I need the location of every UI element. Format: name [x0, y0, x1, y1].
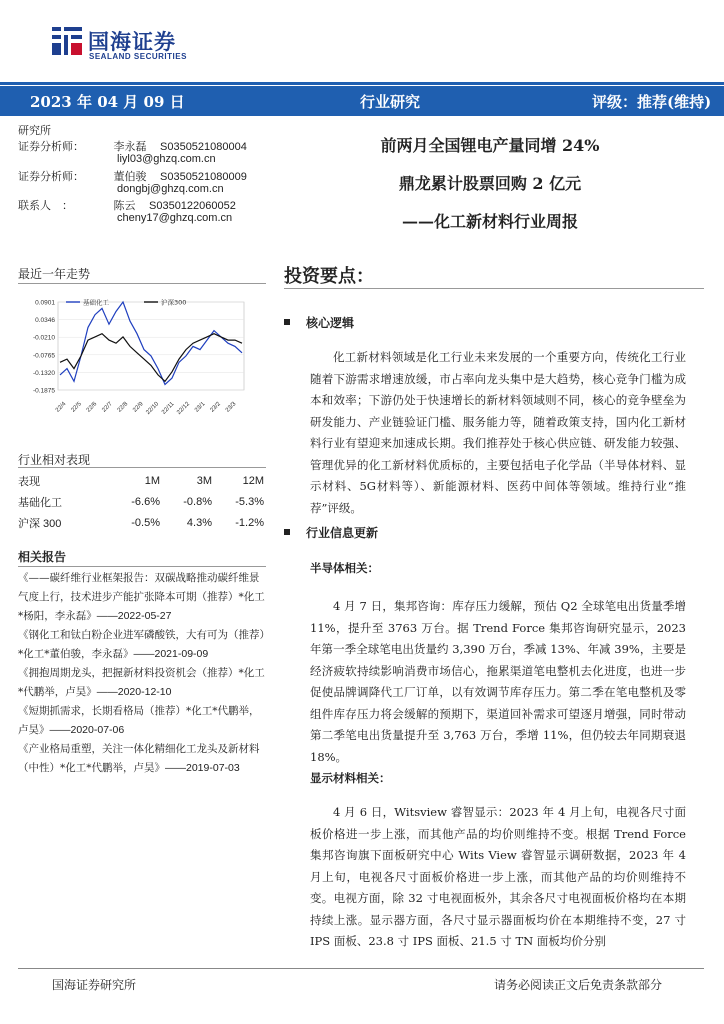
analyst-label: 证券分析师：: [18, 170, 84, 183]
analyst-id: S0350122060052: [149, 200, 236, 212]
x-tick-label: 22/10: [145, 401, 161, 417]
report-title-line3: ——化工新材料行业周报: [401, 212, 578, 231]
footer-right: 请务必阅读正文后免责条款部分: [494, 978, 663, 992]
logo-text-cn: 国海证券: [88, 30, 176, 54]
related-report-item[interactable]: [18, 664, 266, 702]
analyst-id: S0350521080004: [160, 141, 247, 153]
analyst-email[interactable]: cheny17@ghzq.com.cn: [117, 212, 233, 224]
table-cell: -0.8%: [183, 495, 212, 508]
table-header-cell: 表现: [18, 475, 40, 488]
analyst-name: 李永磊: [113, 140, 147, 153]
divider: [18, 283, 266, 284]
divider: [18, 566, 266, 567]
x-tick-label: 22/4: [54, 401, 68, 414]
table-cell: -5.3%: [235, 495, 264, 508]
y-tick-label: -0.1875: [32, 387, 55, 395]
table-cell: -6.6%: [131, 495, 160, 508]
display-paragraph: 4 月 6 日，Witsview 睿智显示：2023 年 4 月上旬，电视各尺寸面板价格进一步上涨，而其他产品的均价则维持不变。根据 Trend Force 集邦咨询旗下面板研究中心 Wits View 睿智显示调研数据，2023 年 4 月上旬，电视各尺寸面板价格进一步上涨，而其他产品的均价则维持不变。电视方面，除 32 寸电视面板外，其余各尺寸电视面板价格均在本期持续上涨。显示器方面，各尺寸显示器面板均价在本期维持不变，27 寸 IPS 面板、23.8 寸 IPS 面板、21.5 寸 TN 面板均价分别: [310, 805, 686, 948]
performance-section-title: 行业相对表现: [18, 453, 91, 467]
analyst-id: S0350521080009: [160, 171, 247, 183]
report-date: 2023 年 04 月 09 日: [30, 93, 185, 111]
legend-label: 基础化工: [83, 298, 109, 307]
table-cell: 沪深 300: [18, 517, 62, 530]
table-row: [18, 491, 264, 512]
related-report-date: ——2022-05-27: [96, 610, 172, 622]
divider: [284, 288, 704, 289]
analyst-label: 证券分析师：: [18, 140, 84, 153]
analyst-row: [18, 197, 236, 213]
core-logic-paragraph: 化工新材料领域是化工行业未来发展的一个重要方向，传统化工行业随着下游需求增速放缓，市占率向龙头集中是大趋势，核心竞争门槛为成本和效率；下游仍处于快速增长的新材料领域则不同，核心的竞争壁垒为研发能力、产业链验证门槛、服务能力等，随着政策支持，国内化工新材料行业有望迎来加速成长期。我们推荐处于核心供应链、研发能力较强、管理优异的化工新材料优质标的，主要包括电子化学品（半导体材料、显示材料、5G材料等）、新能源材料、医药中间体等领域。维持行业“推荐”评级。: [310, 350, 686, 515]
header-rule: [0, 82, 724, 85]
square-bullet-icon: [284, 319, 290, 325]
logo-mark-icon: [50, 24, 84, 58]
core-logic-title: [284, 314, 354, 331]
report-title-line1: 前两月全国锂电产量同增 24%: [380, 136, 600, 155]
table-header-row: [18, 470, 264, 491]
y-tick-label: -0.0765: [32, 352, 55, 360]
reports-section-title: 相关报告: [18, 550, 67, 564]
trend-section-title: 最近一年走势: [18, 267, 91, 281]
x-tick-label: 22/9: [132, 401, 145, 414]
series-line-1: [60, 334, 242, 382]
trend-chart: [18, 290, 254, 425]
x-tick-label: 23/2: [209, 401, 222, 414]
y-tick-label: -0.0210: [32, 334, 55, 342]
x-tick-label: 22/6: [85, 401, 99, 414]
related-report-item[interactable]: [18, 740, 266, 778]
series-line-0: [60, 302, 242, 385]
table-cell: 基础化工: [18, 496, 62, 509]
logo-text-en: SEALAND SECURITIES: [89, 52, 187, 61]
related-report-text: 《拥抱周期龙头，把握新材料投资机会（推荐）*化工*代鹏举，卢昊》: [18, 667, 265, 698]
institute-label: 研究所: [18, 124, 51, 137]
table-cell: -1.2%: [235, 516, 264, 529]
y-tick-label: 0.0901: [35, 299, 55, 307]
related-report-text: 《——碳纤维行业框架报告：双碳战略推动碳纤维景气度上行，技术进步产能扩张降本可期（推荐）*化工*杨阳，李永磊》: [18, 572, 265, 622]
x-tick-label: 22/7: [101, 401, 114, 414]
semiconductor-paragraph: 4 月 7 日，集邦咨询：库存压力缓解，预估 Q2 全球笔电出货量季增 11%，提升至 3763 万台。据 Trend Force 集邦咨询研究显示，2023 年第一季全球笔电出货量约 3,390 万台，季减 13%、年减 39%，主要是经济疲软持续影响消费市场信心，拖累渠道笔电整机去化进度，也进一步促使品牌调降代工厂订单，以有效调节库存压力。第二季在笔电整机及零组件库存压力将会缓解的预期下，渠道回补需求可望逐月增强，同时带动第二季笔电出货量提升至 3,763 万台，季增 11%，但仍较去年同期衰退 18%。: [310, 599, 686, 764]
x-tick-label: 22/12: [176, 401, 192, 417]
x-tick-label: 23/3: [224, 401, 238, 414]
analyst-name: 董伯骏: [113, 170, 147, 183]
analyst-email[interactable]: liyl03@ghzq.com.cn: [117, 153, 216, 165]
related-report-date: ——2020-07-06: [49, 724, 125, 736]
display-subtitle: 显示材料相关：: [310, 771, 391, 785]
related-report-item[interactable]: [18, 569, 266, 626]
x-tick-label: 22/5: [70, 401, 83, 414]
related-report-text: 《钢化工和钛白粉企业进军磷酸铁，大有可为（推荐）*化工*董伯骏，李永磊》: [18, 629, 265, 660]
related-report-text: 《短期抓需求，长期看格局（推荐）*化工*代鹏举，卢昊》: [18, 705, 260, 736]
x-tick-label: 23/1: [193, 401, 207, 414]
industry-update-title: [284, 524, 378, 541]
footer-rule: [18, 968, 704, 969]
report-title-line2: 鼎龙累计股票回购 2 亿元: [398, 174, 582, 193]
related-report-text: 《产业格局重塑，关注一体化精细化工龙头及新材料（中性）*化工*代鹏举，卢昊》: [18, 743, 260, 774]
x-tick-label: 22/8: [116, 401, 130, 414]
report-category: 行业研究: [360, 93, 421, 111]
footer-left: 国海证券研究所: [52, 978, 137, 992]
y-tick-label: -0.1320: [32, 369, 55, 377]
related-report-date: ——2020-12-10: [96, 686, 172, 698]
header-band: [0, 86, 724, 116]
table-header-cell: 1M: [144, 474, 160, 487]
performance-table: [18, 470, 264, 533]
y-tick-label: 0.0346: [35, 317, 55, 325]
analyst-label: 联系人 ：: [18, 199, 73, 212]
semiconductor-subtitle: 半导体相关：: [310, 561, 379, 575]
table-row: [18, 512, 264, 533]
industry-rating: 评级：推荐(维持): [592, 93, 712, 111]
legend-label: 沪深300: [161, 298, 187, 307]
analyst-email[interactable]: dongbj@ghzq.com.cn: [117, 183, 224, 195]
related-report-item[interactable]: [18, 702, 266, 740]
table-header-cell: 3M: [196, 474, 212, 487]
analyst-name: 陈云: [113, 199, 136, 212]
industry-update-label: 行业信息更新: [306, 526, 379, 540]
analyst-row: [18, 138, 247, 154]
table-cell: 4.3%: [186, 516, 212, 529]
divider: [18, 467, 266, 468]
related-report-item[interactable]: [18, 626, 266, 664]
related-report-date: ——2019-07-03: [165, 762, 240, 774]
table-header-cell: 12M: [242, 474, 264, 487]
investment-points-heading: 投资要点：: [284, 266, 374, 287]
core-logic-label: 核心逻辑: [306, 316, 355, 330]
related-report-date: ——2021-09-09: [133, 648, 209, 660]
square-bullet-icon: [284, 529, 290, 535]
x-tick-label: 22/11: [161, 401, 176, 416]
analyst-row: [18, 168, 247, 184]
table-cell: -0.5%: [131, 516, 160, 529]
